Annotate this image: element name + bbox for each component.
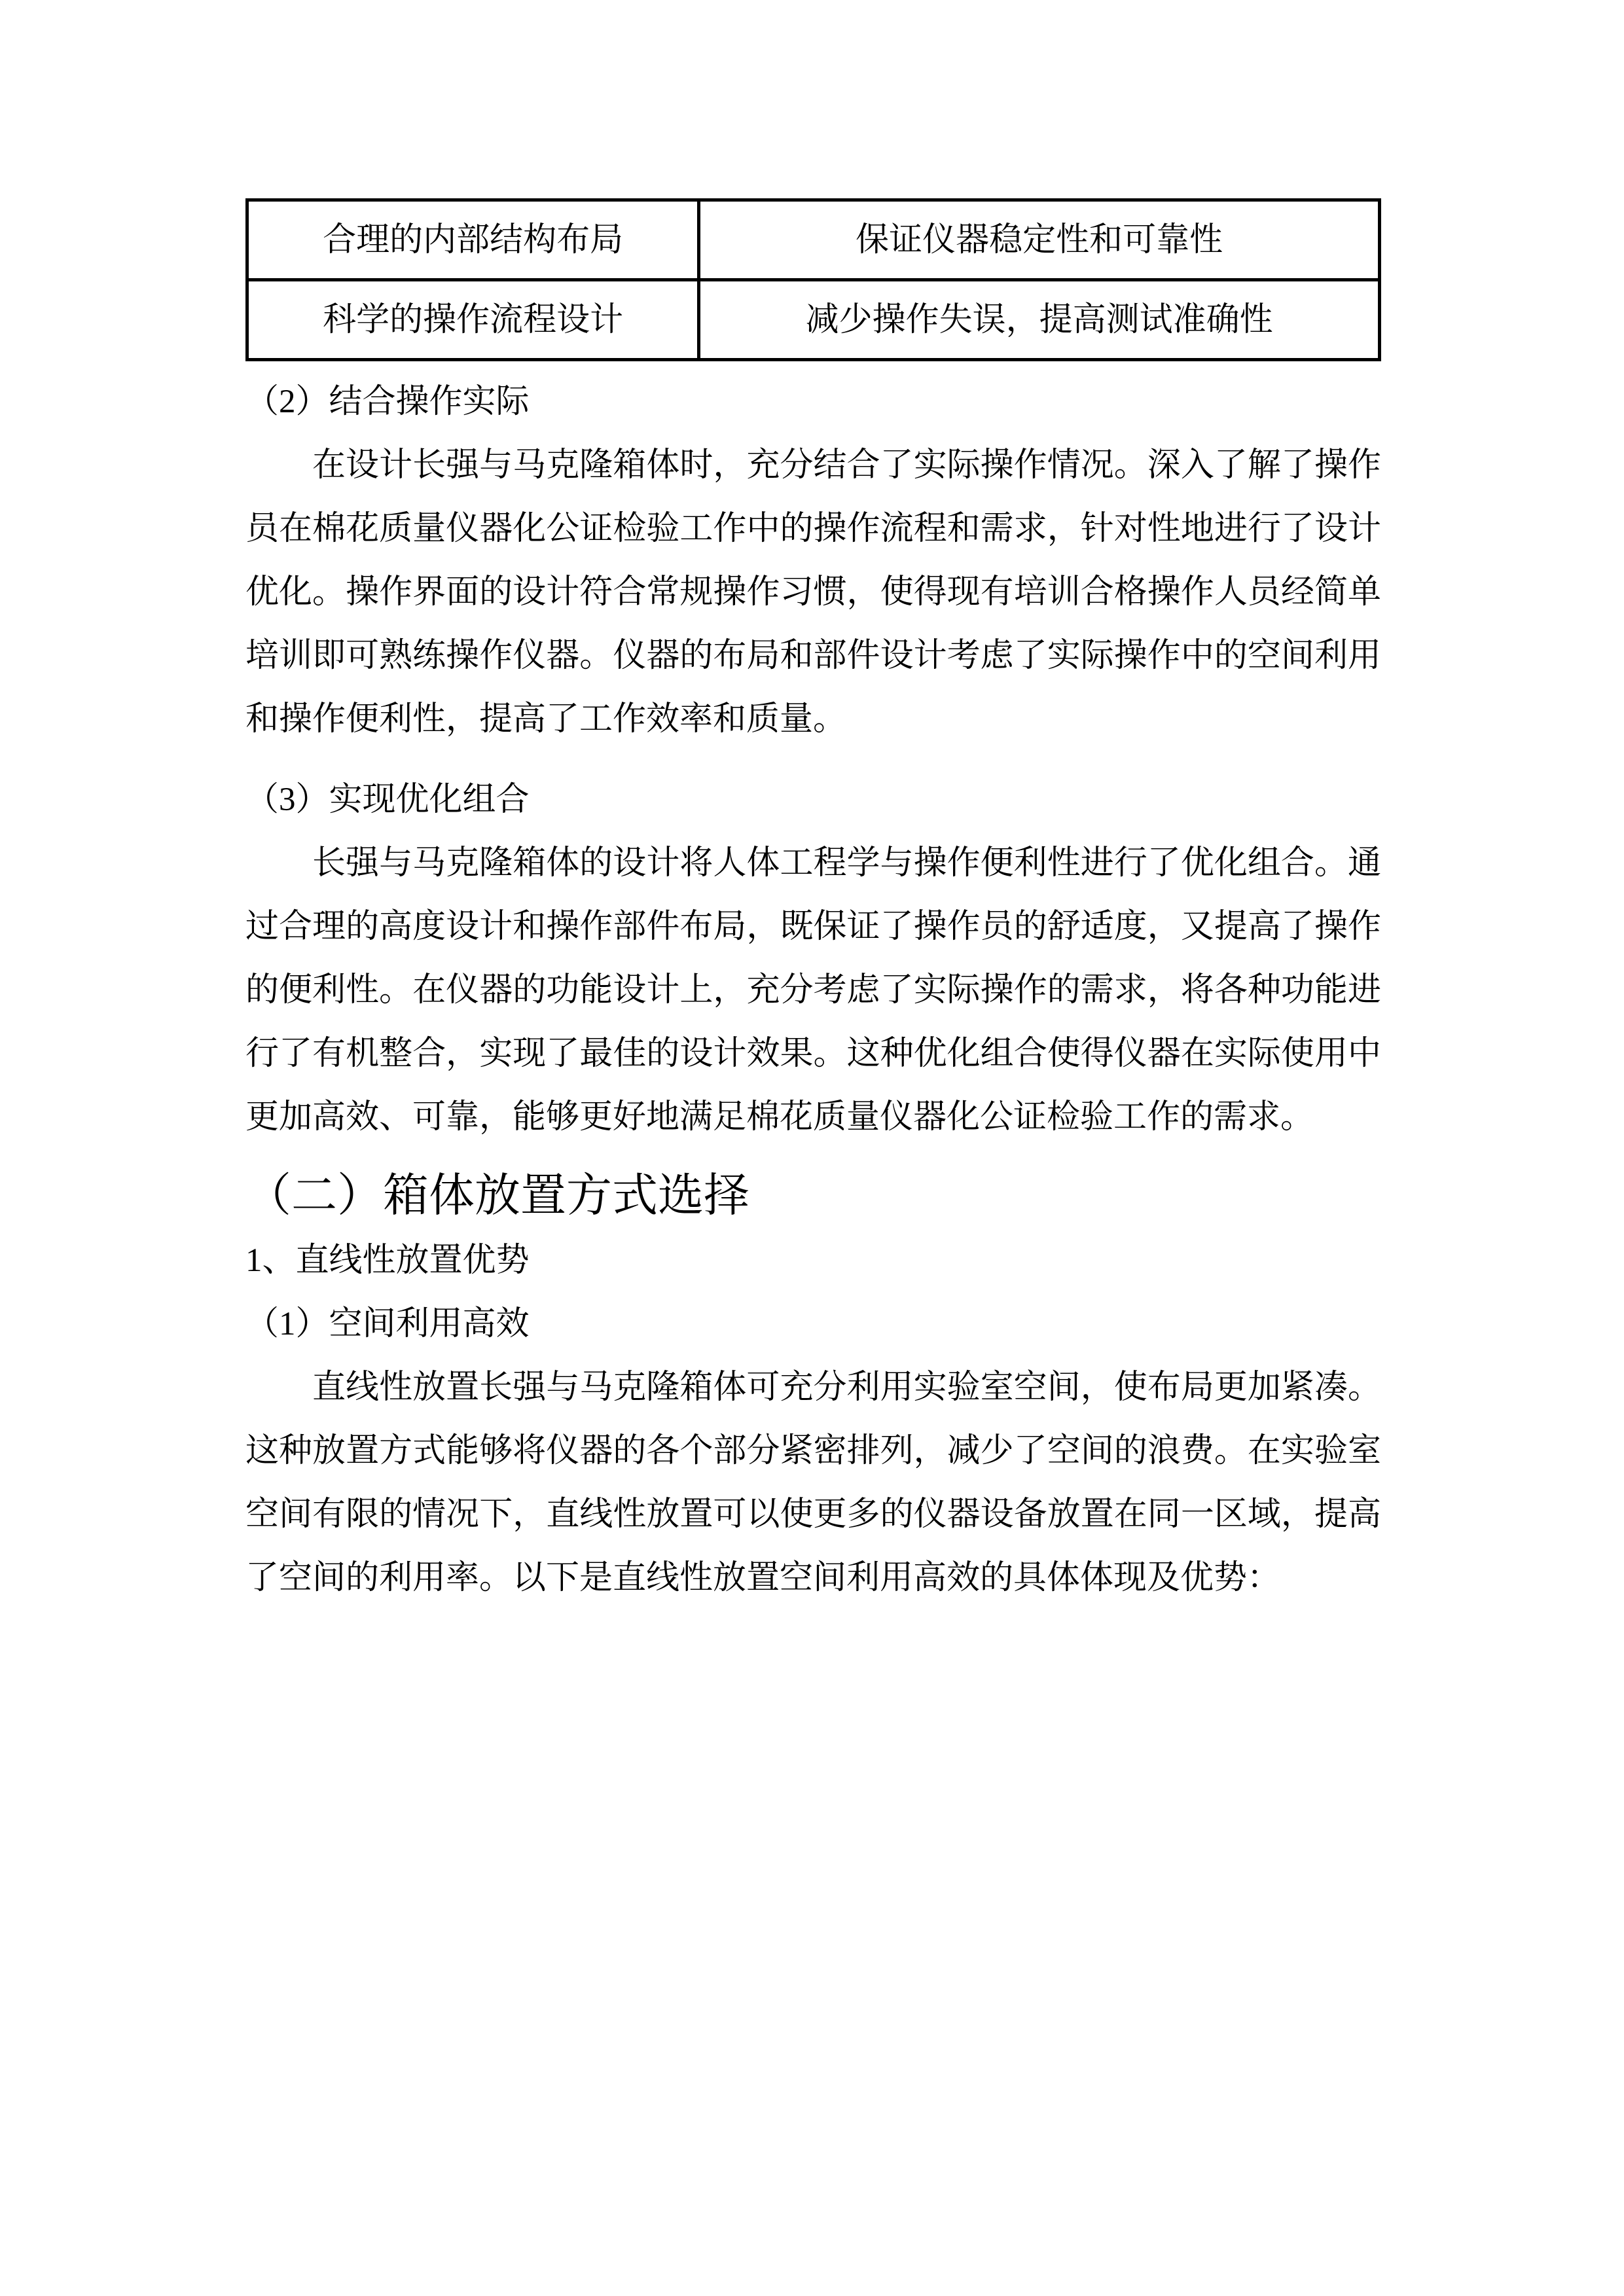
table-row: [247, 280, 1380, 360]
heading-combine-operation-practice: （2）结合操作实际: [245, 384, 530, 420]
subheading-space-utilization: （1）空间利用高效: [245, 1306, 530, 1342]
table-cell-benefit: 保证仪器稳定性和可靠性: [699, 200, 1380, 280]
paragraph-space-utilization: 直线性放置长强与马克隆箱体可充分利用实验室空间，使布局更加紧凑。这种放置方式能够将仪器的各个部分紧密排列，减少了空间的浪费。在实验室空间有限的情况下，直线性放置可以使更多的仪器设备放置在同一区域，提高了空间的利用率。以下是直线性放置空间利用高效的具体体现及优势：: [245, 1369, 1381, 1596]
table-cell-feature: 合理的内部结构布局: [247, 200, 699, 280]
paragraph-optimized-combination: 长强与马克隆箱体的设计将人体工程学与操作便利性进行了优化组合。通过合理的高度设计和操作部件布局，既保证了操作员的舒适度，又提高了操作的便利性。在仪器的功能设计上，充分考虑了实际操作的需求，将各种功能进行了有机整合，实现了最佳的设计效果。这种优化组合使得仪器在实际使用中更加高效、可靠，能够更好地满足棉花质量仪器化公证检验工作的需求。: [245, 845, 1381, 1136]
table-row: [247, 200, 1380, 280]
paragraph-operation-practice: 在设计长强与马克隆箱体时，充分结合了实际操作情况。深入了解了操作员在棉花质量仪器化公证检验工作中的操作流程和需求，针对性地进行了设计优化。操作界面的设计符合常规操作习惯，使得现有培训合格操作人员经简单培训即可熟练操作仪器。仪器的布局和部件设计考虑了实际操作中的空间利用和操作便利性，提高了工作效率和质量。: [245, 447, 1381, 738]
table-cell-benefit: 减少操作失误，提高测试准确性: [699, 280, 1380, 360]
subheading-linear-placement-advantage: 1、直线性放置优势: [245, 1242, 530, 1279]
section-heading-placement-selection: （二）箱体放置方式选择: [245, 1171, 749, 1221]
design-features-table: [245, 198, 1381, 361]
heading-optimized-combination: （3）实现优化组合: [245, 781, 530, 818]
table-cell-feature: 科学的操作流程设计: [247, 280, 699, 360]
